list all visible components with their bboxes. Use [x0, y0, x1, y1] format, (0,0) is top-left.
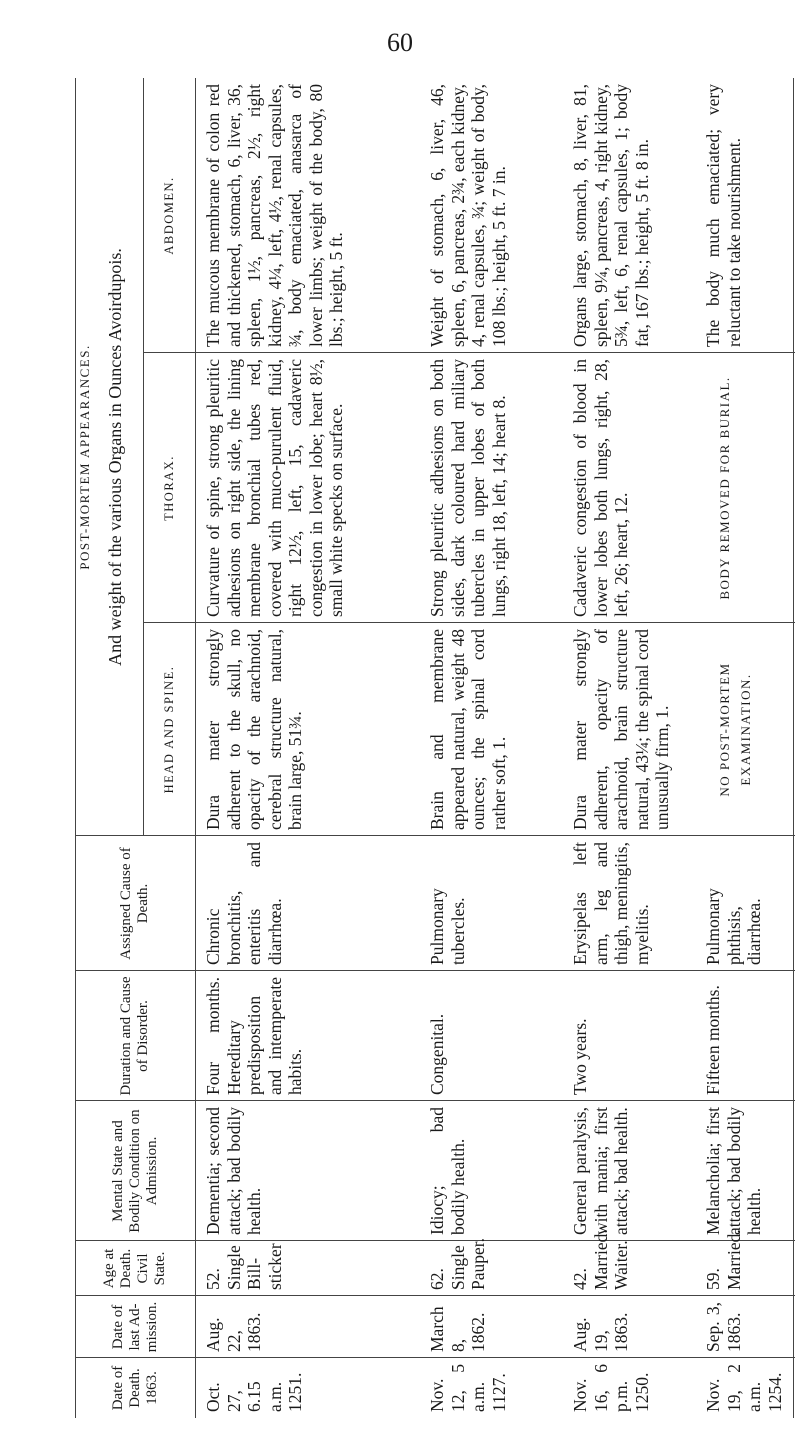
- header-assigned-cause: Assigned Cause of Death.: [118, 847, 151, 960]
- header-post-mortem: POST-MORTEM APPEARANCES.: [77, 344, 92, 570]
- row2-age-civil-state: 62. Single Pauper.: [427, 1237, 488, 1290]
- header-age-civil-state: Age at Death. Civil State.: [101, 1248, 168, 1289]
- obituary-table: [75, 78, 795, 1418]
- row2-date-last-admission: March 8, 1862.: [427, 1306, 488, 1352]
- row4-date-last-admission: Sep. 3, 1863.: [703, 1302, 744, 1352]
- header-date-last-admission: Date of last Ad-mission.: [109, 1301, 160, 1353]
- row4-age-civil-state: 59. Married.: [703, 1229, 744, 1290]
- row3-thorax: Cadaveric congestion of blood in lower lobes both lungs, right, 28, left, 26; heart, 12.: [570, 359, 631, 617]
- header-head-spine: HEAD AND SPINE.: [161, 665, 176, 794]
- row2-abdomen: Weight of stomach, 6, liver, 46, spleen, 6, pancreas, 2¾, each kidney, 4, renal capsules, ¾; weight of body, 108 lbs.; height, 5 ft. 7 in.: [427, 84, 509, 347]
- row2-assigned-cause: Pulmonary tubercles.: [427, 888, 468, 965]
- row3-head-spine: Dura mater strongly adherent, opacity of arachnoid, brain structure natural, 43¼; the spinal cord unusually firm, 1.: [570, 629, 672, 830]
- row1-age-civil-state: 52. Single Bill-sticker: [203, 1243, 285, 1290]
- row3-assigned-cause: Erysipelas left arm, leg and thigh, meningitis, myelitis.: [570, 842, 652, 965]
- row1-mental-state: Dementia; second attack; bad bodily health.: [203, 1107, 264, 1235]
- row2-duration-cause: Congenital.: [427, 1013, 447, 1095]
- bottom-rule: [793, 78, 794, 1418]
- row3-mental-state: General paralysis, with mania; first attack; bad health.: [570, 1107, 631, 1235]
- row3-date-of-death: Nov. 16, 6 p.m. 1250.: [570, 1364, 652, 1412]
- row3-abdomen: Organs large, stomach, 8, liver, 81, spleen, 9¼, pancreas, 4, right kidney, 5¾, left, 6, renal capsules, 1; body fat, 167 lbs.; height, 5 ft. 8 in.: [570, 84, 652, 347]
- header-duration-cause: Duration and Cause of Disorder.: [118, 976, 151, 1096]
- row2-head-spine: Brain and membrane appeared natural, weight 48 ounces; the spinal cord rather soft, 1.: [427, 629, 509, 830]
- row2-thorax: Strong pleuritic adhesions on both sides, dark coloured hard miliary tubercles in upper lobes of both lungs, right 18, left, 14; heart 8.: [427, 359, 509, 617]
- row4-head-spine: NO POST-MORTEM EXAMINATION.: [717, 662, 753, 797]
- header-rule: [195, 78, 196, 1418]
- row2-mental-state: Idiocy; bad bodily health.: [427, 1107, 468, 1235]
- row1-thorax: Curvature of spine, strong pleuritic adhesions on right side, the lining membrane bronchial tubes red, covered with muco-purulent fluid, right 12½, left, 15, cadaveric congestion in lower lobe; heart 8½, small white specks on surface.: [203, 359, 346, 617]
- row4-thorax: BODY REMOVED FOR BURIAL.: [717, 376, 732, 600]
- table-grid: [75, 78, 795, 1418]
- row3-duration-cause: Two years.: [570, 1018, 590, 1095]
- row3-date-last-admission: Aug. 19, 1863.: [570, 1312, 631, 1352]
- row4-date-of-death: Nov. 19, 2 a.m. 1254.: [703, 1364, 785, 1412]
- running-title: [0, 110, 4, 1310]
- header-mental-state: Mental State and Bodily Condition on Admission.: [109, 1109, 160, 1233]
- row1-duration-cause: Four months. Hereditary predisposition and intemperate habits.: [203, 977, 305, 1095]
- row4-mental-state: Melancholia; first attack; bad bodily health.: [703, 1107, 764, 1235]
- row3-age-civil-state: 42. Married. Waiter.: [570, 1229, 631, 1290]
- row4-assigned-cause: Pulmonary phthisis, diarrhœa.: [703, 888, 764, 965]
- subheader-rule: [143, 78, 144, 836]
- row4-abdomen: The body much emaciated; very reluctant to take nourishment.: [703, 84, 744, 347]
- row2-date-of-death: Nov. 12, 5 a.m. 1127.: [427, 1364, 509, 1412]
- row1-date-last-admission: Aug. 22, 1863.: [203, 1312, 264, 1352]
- header-abdomen: ABDOMEN.: [161, 176, 176, 255]
- row1-date-of-death: Oct. 27, 6.15 a.m. 1251.: [203, 1372, 305, 1412]
- header-thorax: THORAX.: [161, 455, 176, 521]
- row1-abdomen: The mucous membrane of colon red and thickened, stomach, 6, liver, 36, spleen, 1½, pancreas, 2½, right kidney, 4¼, left, 4½, renal capsules, ¾, body emaciated, anasarca of lower limbs; weight of the body, 80 lbs.; height, 5 ft.: [203, 84, 346, 347]
- row1-head-spine: Dura mater strongly adherent to the skull, no opacity of the arachnoid, cerebral structure natural, brain large, 51¾.: [203, 629, 305, 830]
- row1-assigned-cause: Chronic bronchitis, enteritis and diarrhœa.: [203, 842, 285, 965]
- page-number: 60: [387, 28, 413, 57]
- top-rule: [75, 78, 76, 1418]
- header-date-of-death: Date of Death. 1863.: [109, 1365, 160, 1411]
- row4-duration-cause: Fifteen months.: [703, 985, 723, 1095]
- header-post-mortem-sub: And weight of the various Organs in Ounces Avoirdupois.: [105, 248, 125, 666]
